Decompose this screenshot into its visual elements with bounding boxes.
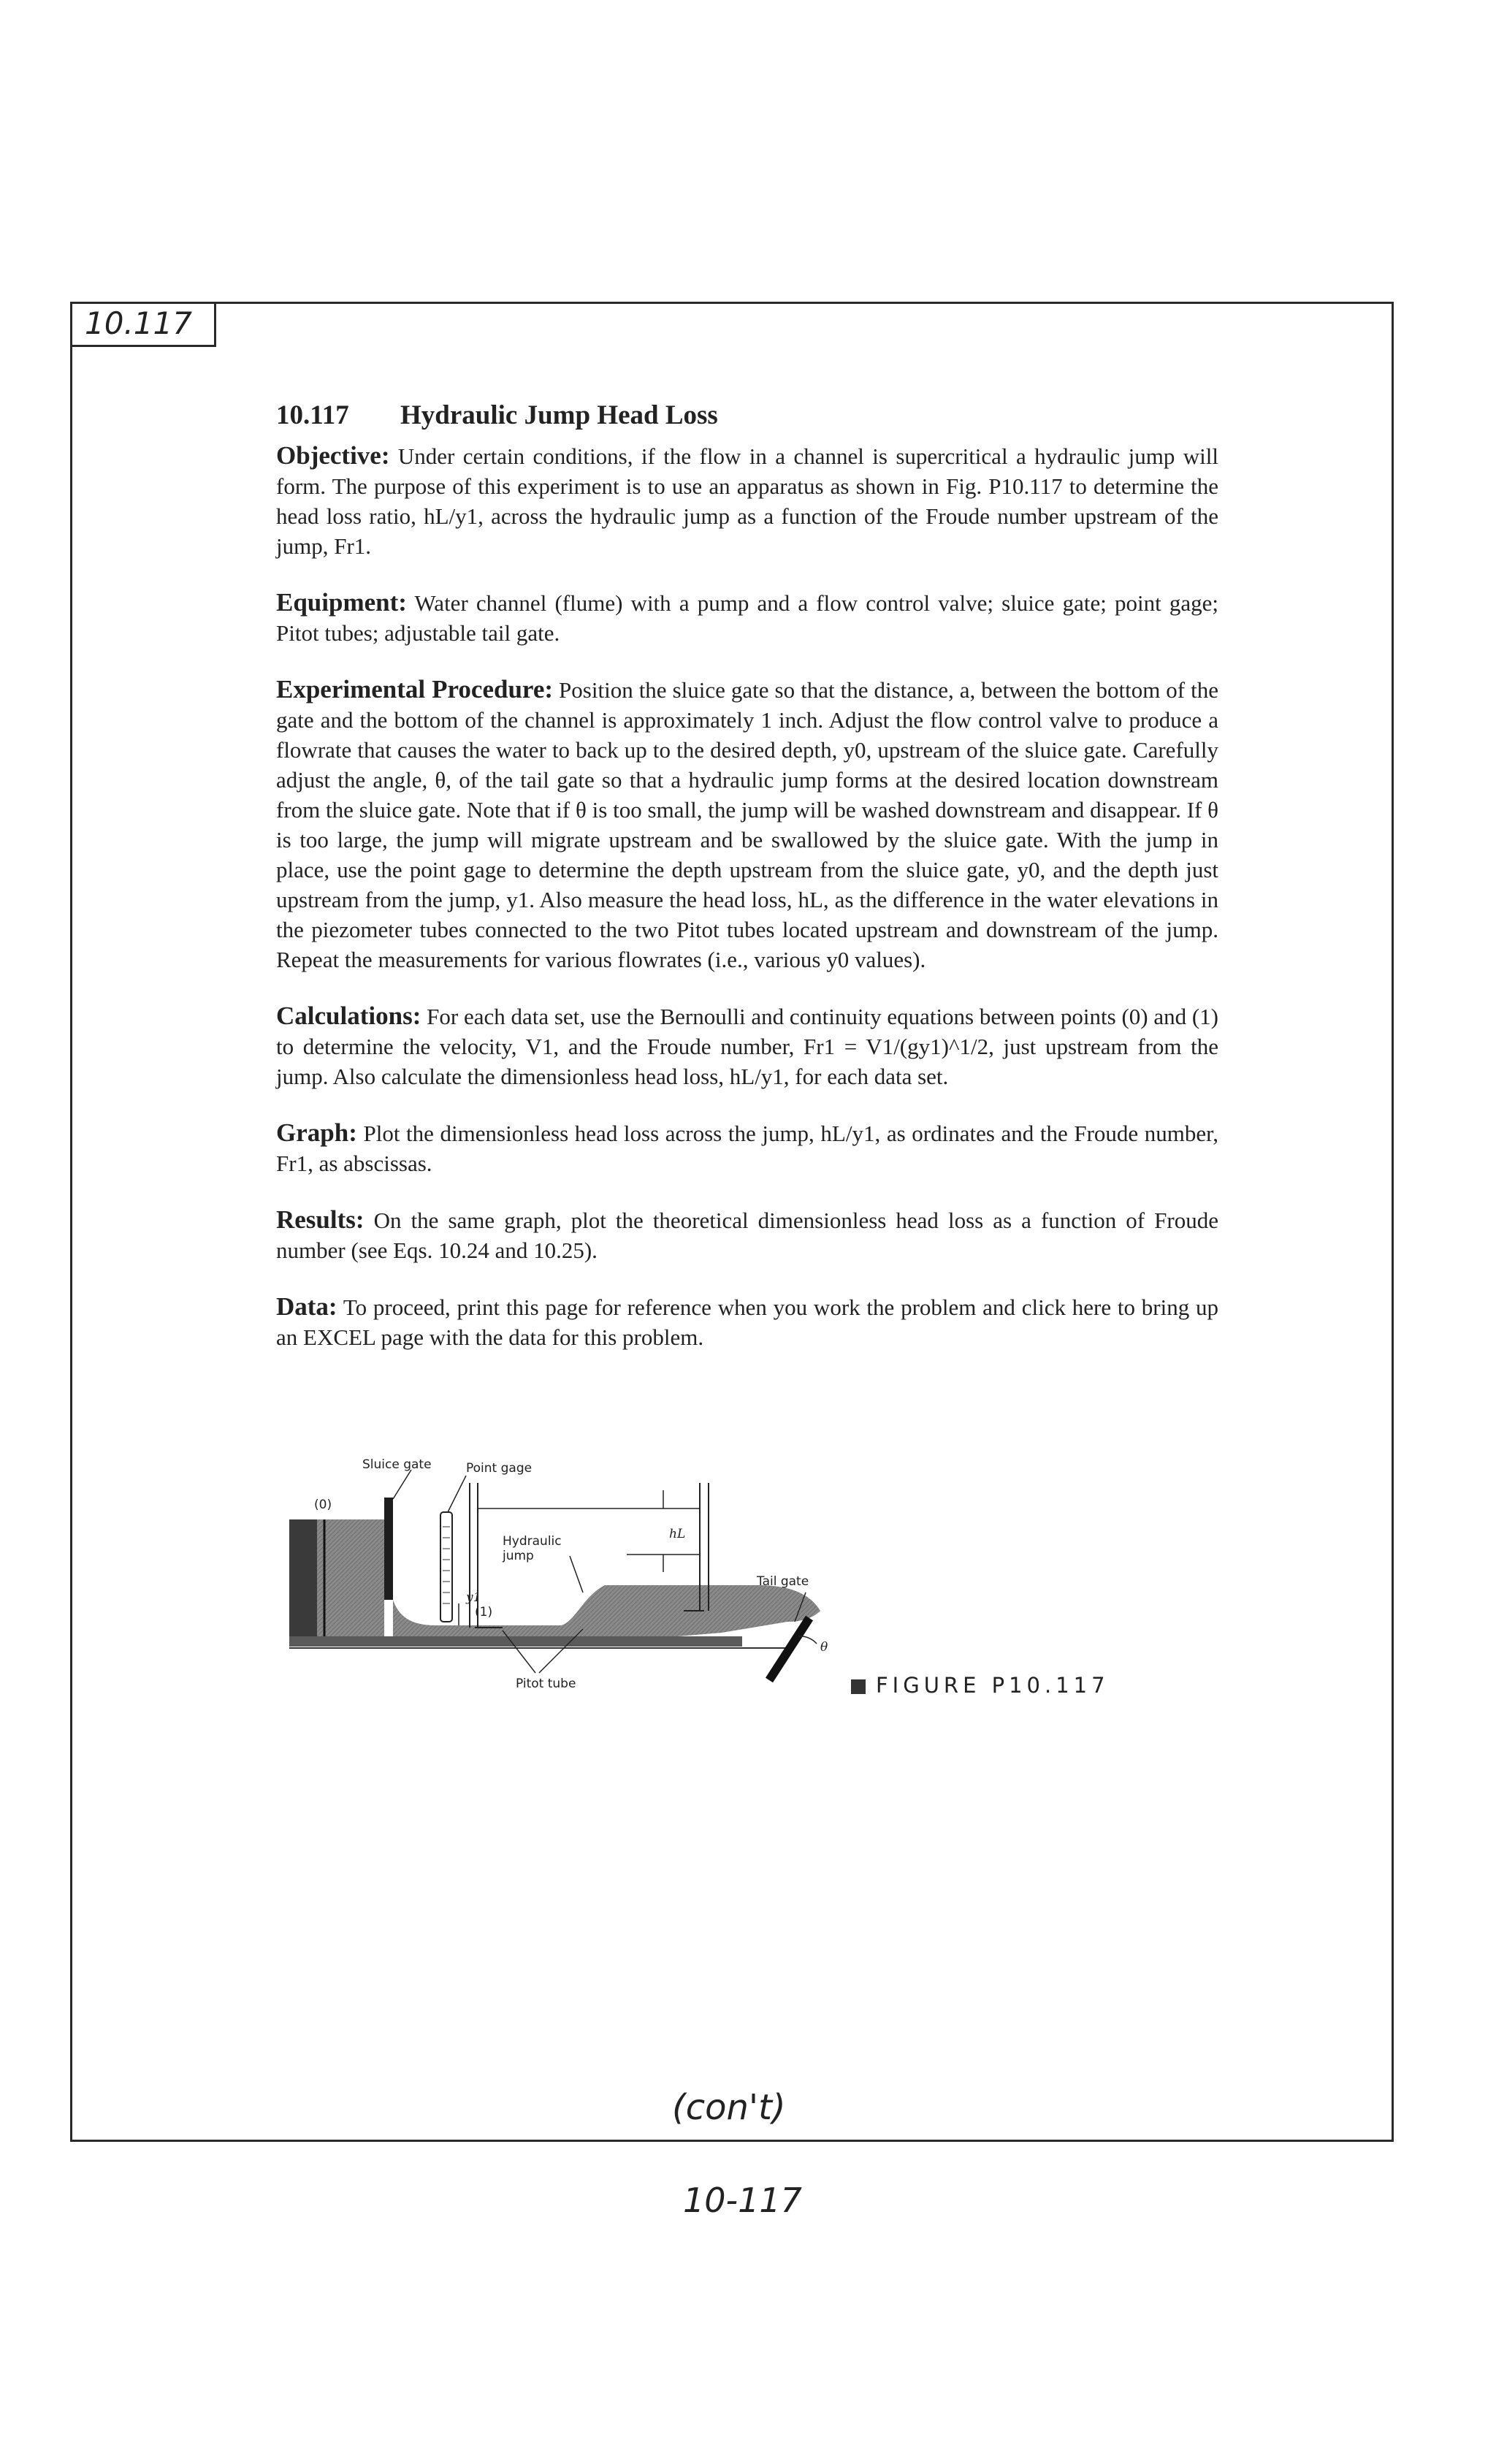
objective-heading: Objective: — [276, 441, 390, 470]
equipment-heading: Equipment: — [276, 588, 407, 617]
procedure-text: Position the sluice gate so that the distance, a, between the bottom of the gate and the bottom of the channel is approximately 1 inch. Adjust the flow control valve to produce a flowrate that causes the water to back up to the desired depth, y0, upstream of the sluice gate. Carefully adjust the angle, θ, of the tail gate so that a hydraulic jump forms at the desired location downstream from the sluice gate. Note that if θ is too small, the jump will be washed downstream and disappear. If θ is too large, the jump will migrate upstream and be swallowed by the sluice gate. With the jump in place, use the point gage to determine the depth upstream from the sluice gate, y0, and the depth just upstream from the jump, y1. Also measure the head loss, hL, as the difference in the water elevations in the piezometer tubes connected to the two Pitot tubes located upstream and downstream of the jump. Repeat the measurements for various flowrates (i.e., various y0 values). — [276, 677, 1219, 972]
procedure-section — [276, 674, 1218, 974]
hydraulic-jump-label-1: Hydraulic — [503, 1534, 562, 1549]
pitot-tube-label: Pitot tube — [516, 1677, 576, 1691]
results-section — [276, 1205, 1218, 1265]
point-gage — [440, 1512, 452, 1622]
figure-caption-text: FIGURE P10.117 — [876, 1673, 1110, 1698]
theta-label: θ — [820, 1640, 828, 1655]
point1-label: (1) — [475, 1605, 493, 1620]
figure-caption — [851, 1673, 1110, 1698]
problem-number: 10.117 — [276, 400, 349, 430]
graph-text: Plot the dimensionless head loss across the jump, hL/y1, as ordinates and the Froude number, Fr1, as abscissas. — [276, 1121, 1218, 1176]
objective-section — [276, 440, 1218, 561]
problem-content — [276, 400, 1218, 1378]
calculations-heading: Calculations: — [276, 1002, 421, 1030]
sluice-gate — [384, 1498, 393, 1600]
problem-title: Hydraulic Jump Head Loss — [400, 400, 718, 430]
data-section — [276, 1292, 1218, 1352]
continued-note: (con't) — [672, 2087, 786, 2128]
caption-bullet-icon — [851, 1679, 866, 1694]
flume-figure — [283, 1446, 846, 1717]
results-heading: Results: — [276, 1205, 365, 1234]
hydraulic-jump-label-2: jump — [503, 1549, 534, 1563]
data-text[interactable]: To proceed, print this page for reference when you work the problem and click here to bring up an EXCEL page with the data for this problem. — [276, 1294, 1218, 1350]
problem-heading — [276, 400, 1218, 430]
page-number: 10-117 — [683, 2181, 802, 2220]
equipment-section — [276, 587, 1218, 648]
y1-label: y1 — [466, 1590, 481, 1605]
hL-label: hL — [669, 1527, 686, 1541]
results-text: On the same graph, plot the theoretical dimensionless head loss as a function of Froude number (see Eqs. 10.24 and 10.25). — [276, 1208, 1219, 1263]
objective-text: Under certain conditions, if the flow in a channel is supercritical a hydraulic jump will form. The purpose of this experiment is to use an apparatus as shown in Fig. P10.117 to determine the head loss ratio, hL/y1, across the hydraulic jump as a function of the Froude number upstream of the jump, Fr1. — [276, 443, 1218, 559]
sluice-gate-label: Sluice gate — [362, 1457, 432, 1472]
inlet-wall — [289, 1519, 317, 1636]
graph-section — [276, 1118, 1218, 1178]
channel-floor — [289, 1636, 742, 1647]
problem-tag: 10.117 — [70, 302, 216, 347]
tail-gate-label: Tail gate — [757, 1574, 809, 1589]
tail-gate — [769, 1618, 809, 1680]
hydraulic-jump-water — [561, 1585, 678, 1636]
calculations-section — [276, 1001, 1218, 1091]
equipment-text: Water channel (flume) with a pump and a flow control valve; sluice gate; point gage; Pitot tubes; adjustable tail gate. — [276, 590, 1218, 646]
point-gage-label: Point gage — [466, 1461, 533, 1476]
point0-label: (0) — [314, 1498, 332, 1512]
calculations-text: For each data set, use the Bernoulli and continuity equations between points (0) and (1) to determine the velocity, V1, and the Froude number, Fr1 = V1/(gy1)^1/2, just upstream from the jump. Also calculate the dimensionless head loss, hL/y1, for each data set. — [276, 1004, 1219, 1089]
data-heading: Data: — [276, 1292, 337, 1321]
graph-heading: Graph: — [276, 1118, 357, 1147]
procedure-heading: Experimental Procedure: — [276, 675, 554, 703]
